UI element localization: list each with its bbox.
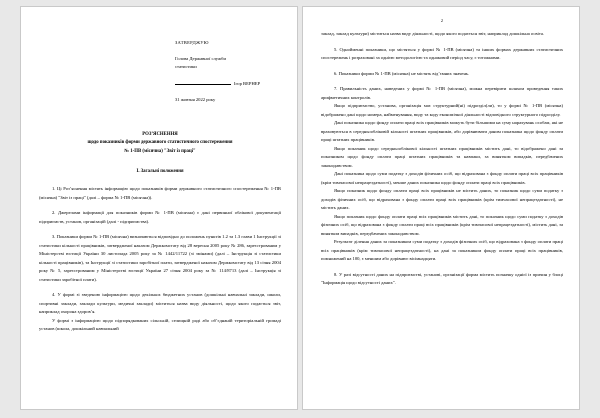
paragraph: 5. Однойменні показники, що містяться у формі № 1-ПВ (місячна) та інших формах державних статистичних спостережень і розраховані за однією методологією та однаковий період часу, є тотожними. bbox=[321, 46, 563, 60]
approval-date: 31 жовтня 2022 року bbox=[175, 97, 216, 103]
signature-row bbox=[175, 79, 281, 89]
paragraph: 3. Показники форми № 1-ПВ (місячна) визначаються відповідно до положень пунктів 1.2 та 1.3 глави 1 Інструкції зі статистики кількості працівників, затвердженої наказом Держкомстату від 28 вересня 2005 року № 286, зареєстрованим у Міністерстві юстиції України 30 листопада 2005 року за № 1442/11722 (зі змінами) (далі – Інструкція зі статистики кількості працівників), та Інструкції зі статистики заробітної плати, затвердженої наказом Держкомстату від 13 січня 2004 року № 5, зареєстрованим у Міністерстві юстиції України 27 січня 2004 року за № 114/8713 (далі – Інструкція зі статистики заробітної плати). bbox=[39, 234, 281, 282]
paragraph: Дані показника щодо суми податку з доходів фізичних осіб, що відрахована з фонду оплати праці всіх працівників (крім тимчасової непрацездатності), менше даних показника щодо фонду оплати праці всіх працівників. bbox=[321, 171, 563, 185]
paragraph: 2. Джерелами інформації для показників форми № 1-ПВ (місячна) є дані первинної облікової документації підприємств, установ, організацій (далі - підприємства). bbox=[39, 210, 281, 224]
paragraph: 8. У разі відсутності даних на підприємстві, установі, організації форма містить позначку однієї із причин у блоці "Інформація щодо відсутності даних". bbox=[321, 271, 563, 285]
page-2-body bbox=[321, 30, 563, 288]
document-page-2 bbox=[302, 6, 580, 410]
paragraph: Якщо підприємство, установа, організація має структурний(ні) підрозділ(ли), то у формі № 1-ПВ (місячна) відображено дані щодо номера, найменування, виду та коду економічної діяльності відповідного структурного підрозділу. bbox=[321, 103, 563, 117]
document-title-line-3: № 1-ПВ (місячна) "Звіт із праці" bbox=[124, 148, 196, 154]
paragraph: Результат ділення даних за показником суми податку з доходів фізичних осіб, що відрахована з фонду оплати праці всіх працівників (крім тимчасової непрацездатності), на дані за показником фонду оплати праці всіх працівників, помножений на 100, є меншим або дорівнює вісімнадцяти. bbox=[321, 239, 563, 261]
approval-office-line-1: Голова Державної служби bbox=[175, 55, 226, 61]
approval-block bbox=[39, 39, 281, 105]
page-1-content bbox=[21, 7, 297, 409]
document-page-1 bbox=[20, 6, 298, 410]
paragraph: заклад, заклад культури) міститься назва виду діяльності, щодо якого подається звіт, наприклад дошкільна освіта. bbox=[321, 31, 545, 36]
paragraph: 1. Ці Роз’яснення містять інформацію щодо показників форми державного статистичного спостереження № 1-ПВ (місячна) "Звіт із праці" (далі – форма № 1-ПВ (місячна)). bbox=[39, 186, 281, 200]
page-2-content bbox=[303, 7, 579, 409]
approval-heading: ЗАТВЕРДЖУЮ bbox=[175, 40, 209, 45]
page-1-body bbox=[39, 185, 281, 334]
signature-line bbox=[175, 79, 231, 85]
signer-name: Ігор ВЕРНЕР bbox=[234, 80, 261, 86]
document-title-line-2: щодо показників форми державного статистичного спостереження bbox=[87, 140, 233, 146]
paragraph: 7. Правильність даних, наведених у формі № 1-ПВ (місячна), можна перевірити шляхом проведення таких арифметичних контролів. bbox=[321, 86, 563, 100]
paragraph: Якщо показник щодо середньооблікової кількості штатних працівників містить дані, то відображено дані за показником щодо фонду оплати праці штатних працівників та навпаки, за винятком випадків, передбачених законодавством. bbox=[321, 145, 563, 168]
section-heading: I. Загальні положення bbox=[136, 169, 184, 175]
document-title bbox=[39, 131, 281, 156]
paragraph: 4. У формі зі зведеною інформацією щодо декількох бюджетних установ (дошкільні навчальні заклади, школи, спортивні заклади, заклади культури, медичні заклади) міститься назва виду діяльності, щодо якого подається звіт, наприклад охорона здоров’я. bbox=[39, 292, 281, 315]
approval-office-line-2: статистики bbox=[175, 64, 197, 70]
paragraph: Дані показника щодо фонду оплати праці всіх працівників можуть бути більшими на суму нарахувань особам, які не враховуються в середньообліковій кількості штатних працівників, або дорівнювати даним показника щодо фонду оплати праці штатних працівників. bbox=[321, 120, 563, 142]
paragraph: Якщо показник щодо фонду оплати праці всіх працівників не містить даних, то показник щодо суми податку з доходів фізичних осіб, що відрахована з фонду оплати праці всіх працівників (крім тимчасової непрацездатності), не містить даних. bbox=[321, 188, 563, 210]
paragraph: Якщо показник щодо фонду оплати праці всіх працівників містить дані, то показник щодо суми податку з доходів фізичних осіб, що відрахована з фонду оплати праці всіх працівників (крім тимчасової непрацездатності), містить дані, за винятком випадків, передбачених законодавством. bbox=[321, 213, 563, 236]
document-title-line-1: РОЗ’ЯСНЕННЯ bbox=[142, 131, 178, 137]
paragraph: 6. Показники форми № 1-ПВ (місячна) не містять від’ємних значень. bbox=[334, 70, 470, 76]
paragraph: У формі з інформацією щодо підпорядкованих сільській, селищній раді або об’єднаній територіальній громаді установ (школа, дошкільний навчальний bbox=[39, 317, 281, 332]
page-number: 2 bbox=[440, 18, 444, 23]
approval-office bbox=[175, 55, 281, 72]
